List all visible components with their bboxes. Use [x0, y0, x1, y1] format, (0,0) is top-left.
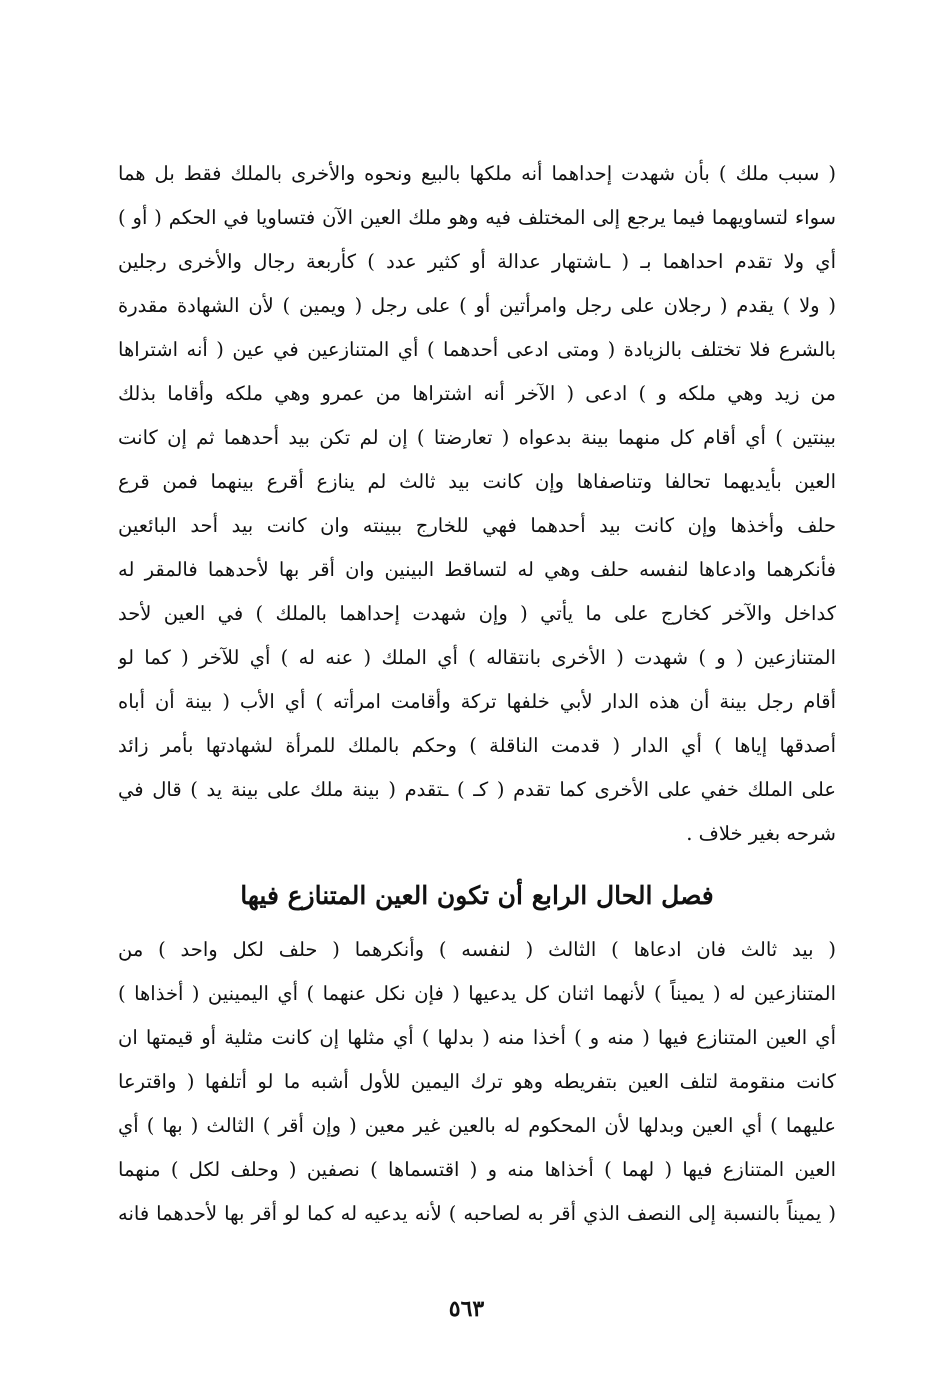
text-line: حلف وأخذها وإن كانت بيد أحدهما فهي للخارج ببينته وان كانت بيد أحد البائعين — [118, 514, 836, 537]
text-line: بالشرع فلا تختلف بالزيادة ( ومتى ادعى أحدهما ) أي المتنازعين في عين ( أنه اشتراها — [118, 338, 836, 361]
text-line: كانت منقومة لتلف العين بتفريطه وهو ترك اليمين للأول أشبه ما لو أتلفها ( واقترعا — [118, 1070, 836, 1093]
text-line: فأنكرهما وادعاها لنفسه حلف وهي له لتساقط البينين وان أقر بها لأحدهما فالمقر له — [118, 558, 836, 581]
text-line: سواء لتساويهما فيما يرجع إلى المختلف فيه وهو ملك العين الآن فتساويا في الحكم ( أو ) — [118, 206, 836, 229]
text-line: عليهما ) أي العين وبدلها لأن المحكوم له بالعين غير معين ( وإن أقر ) الثالث ( بها ) أي — [118, 1114, 836, 1137]
text-line: العين بأيديهما تحالفا وتناصفاها وإن كانت بيد ثالث لم ينازع أقرع بينهما فمن قرع — [118, 470, 836, 493]
page-number: ٥٦٣ — [448, 1296, 485, 1322]
text-line: ( سبب ملك ) بأن شهدت إحداهما أنه ملكها بالبيع ونحوه والأخرى بالملك فقط بل هما — [118, 162, 836, 185]
text-line: أي العين المتنازع فيها ( منه و ) أخذا منه ( بدلها ) أي مثلها إن كانت مثلية أو قيمتها ان — [118, 1026, 836, 1049]
text-line: المتنازعين ( و ) شهدت ( الأخرى بانتقاله ) أي الملك ( عنه له ) أي للآخر ( كما لو — [118, 646, 836, 669]
text-line: على الملك خفي على الأخرى كما تقدم ( كـ ) ـتقدم ( بينة ملك على بينة يد ) قال في — [118, 778, 836, 801]
text-line: من زيد وهي ملكه و ) ادعى ( الآخر أنه اشتراها من عمرو وهي ملكه وأقاما بذلك — [118, 382, 836, 405]
text-line: ( ولا ) يقدم ( رجلان على رجل وامرأتين أو ) على رجل ( ويمين ) لأن الشهادة مقدرة — [118, 294, 836, 317]
text-line: المتنازعين له ( يميناً ) لأنهما اثنان كل يدعيها ( فإن نكل عنهما ) أي اليمينين ( أخذاها ) — [118, 982, 836, 1005]
text-line: بينتين ) أي أقام كل منهما بينة بدعواه ( تعارضتا ) إن لم تكن بيد أحدهما ثم إن كانت — [118, 426, 836, 449]
text-line: أي ولا تقدم احداهما بـ ( ـاشتهار عدالة أو كثير عدد ) كأربعة رجال والأخرى رجلين — [118, 250, 836, 273]
text-line: شرحه بغير خلاف . — [686, 822, 836, 845]
text-line: العين المتنازع فيها ( لهما ) أخذاها منه و ( اقتسماها ) نصفين ( وحلف لكل ) منهما — [118, 1158, 836, 1181]
text-line: أصدقها إياها ) أي الدار ( قدمت الناقلة ) وحكم بالملك للمرأة لشهادتها بأمر زائد — [118, 734, 836, 757]
text-line: أقام رجل بينة أن هذه الدار لأبي خلفها تركة وأقامت امرأته ) أي الأب ( بينة أن أباه — [118, 690, 836, 713]
text-line: ( بيد ثالث فان ادعاها ) الثالث ( لنفسه ) وأنكرهما ( حلف لكل واحد ) من — [118, 938, 836, 961]
section-heading: فصل الحال الرابع أن تكون العين المتنازع فيها — [240, 881, 714, 910]
text-line: ( يميناً بالنسبة إلى النصف الذي أقر به لصاحبه ) لأنه يدعيه له كما لو أقر بها لأحدهما فانه — [118, 1202, 836, 1225]
body-text-section-2 — [118, 928, 836, 1236]
body-text-section-1 — [118, 152, 836, 856]
text-line: كداخل والآخر كخارج على ما يأتي ( وإن شهدت إحداهما بالملك ) في العين لأحد — [118, 602, 836, 625]
